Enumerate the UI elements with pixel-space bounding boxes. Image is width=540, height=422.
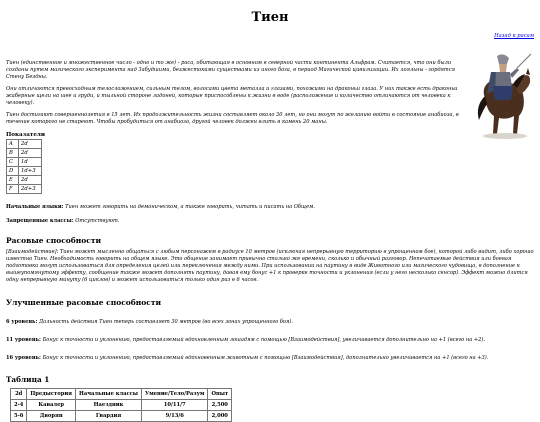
column-header: 2d [11,389,27,400]
level-label: 6 уровень: [6,319,38,325]
intro-paragraph: Они отличаются превосходным телосложением, сильным телом, волосами цвета металла и глазами, похожими на драконьи глаза. У них также есть драконьи жаберные щели на шее и груди, и тыльной стороне ладоней, которые приспособлены к жизни в воде (расположение и количество отличаются от человека к человеку). [6,86,458,106]
stat-value: 1d [19,158,42,167]
rider-portrait-image [471,50,534,140]
stat-key: C [7,158,19,167]
intro-paragraph: Тиен достигают совершеннолетия в 15 лет. Их продолжительность жизни составляет около 30 лет, но они могут по желанию войти в состояние анабиоза, в течение которого не стареют. Чтобы пробудиться от анабиоза, другой человек должен влить в камень 20 маны. [6,112,459,125]
table-row [11,411,232,422]
level-text: Бонус к точности и уклонению, предоставляемый вдохновленным лошадям с помощью [Взаимодействия], увеличивается дополнительно на +1 (всего на +2). [42,337,485,343]
column-header: Начальные классы [76,389,142,400]
table-row [7,140,42,149]
stat-value: 2d [19,176,42,185]
stat-key: A [7,140,19,149]
column-header: Умение/Тело/Разум [142,389,208,400]
level-label: 11 уровень: [6,337,41,343]
column-header: Опыт [208,389,232,400]
back-to-races-link[interactable]: Назад к расам [494,33,534,39]
stat-key: F [7,185,19,194]
level-text: Бонус к точности и уклонению, предоставляемый вдохновенным животным с помощью [Взаимодействия], дополнительно увеличивается на +1 (всего на +3). [42,355,489,361]
table-1-heading: Таблица 1 [6,375,50,384]
level-16-line [6,355,534,361]
intro-paragraph: Тиен (единственное и множественное число - одно и то же) - раса, обитающая в основном в северной части континента Альфрам. Считается, что они были созданы путем магического эксперимента над Забудшими, безжестокими существами из иного бога, в период Магической цивилизации. Их лояльны - гордятся Стену Бездны. [6,60,455,80]
level-text: Дальность действия Тиен теперь составляет 30 метров (во всех зонах упрощенного боя). [39,319,293,325]
classes-label: Запрещенные классы: [6,218,74,224]
table-1 [10,388,232,422]
stat-key: D [7,167,19,176]
languages-text: Тиен может говорить на демоническом, а также говорить, читать и писать на Общем. [65,204,315,210]
level-6-line [6,319,534,325]
table-row [11,400,232,411]
languages-label: Начальные языки: [6,204,64,210]
languages-line [6,204,534,210]
table-row [7,176,42,185]
table-row [7,149,42,158]
classes-line [6,218,534,224]
page-title: Тиен [251,10,289,25]
column-header: Предыстория [27,389,76,400]
level-11-line [6,337,534,343]
stats-table [6,139,42,194]
stat-value: 2d+3 [19,185,42,194]
stat-value: 2d [19,140,42,149]
table-cell: Кавалер [27,400,76,411]
table-cell: 2,500 [208,400,232,411]
table-cell: Дворян [27,411,76,422]
level-label: 16 уровень: [6,355,41,361]
table-cell: 5-6 [11,411,27,422]
table-cell: 2,000 [208,411,232,422]
stat-key: E [7,176,19,185]
table-cell: Наездник [76,400,142,411]
stat-key: B [7,149,19,158]
stat-value: 2d [19,149,42,158]
improved-abilities-heading: Улучшенные расовые способности [6,298,162,307]
intro-section [6,60,468,126]
table-row [7,167,42,176]
table-cell: 10/11/7 [142,400,208,411]
classes-text: Отсутствуют. [75,218,120,224]
table-cell: 9/13/6 [142,411,208,422]
table-cell: 2-4 [11,400,27,411]
table-row [7,185,42,194]
stat-value: 1d+3 [19,167,42,176]
stats-heading: Показатели [6,132,45,138]
table-header-row [11,389,232,400]
abilities-text: [Взаимодействие]: Тиен может мысленно общаться с любым персонажем в радиусе 10 метров (исключая непрерывную территорию в упрощенном бое), которой либо видит, либо хорошо известно Тиен. Необходимость говорить на общем языке. Это общение занимает привычно столько же времени, сколько и обычный разговор. Непечатаемые действия или боевая подготовка могут использоваться для определения целей или переключения между ними. При использовании на паутину в виде Животного или магического чудовища, в дополнение к вышеупомянутому эффекту, сообщение также может дополнять паутину, давая ему бонус +1 к проверке точности и уклонения (если у него несколько сенсор). Эффект можно длится одну непрерывную минуту (6 циклов) и может использоваться только один раз в 6 часов. [6,249,534,283]
table-cell: Гвардия [76,411,142,422]
table-row [7,158,42,167]
abilities-heading: Расовые способности [6,236,102,245]
